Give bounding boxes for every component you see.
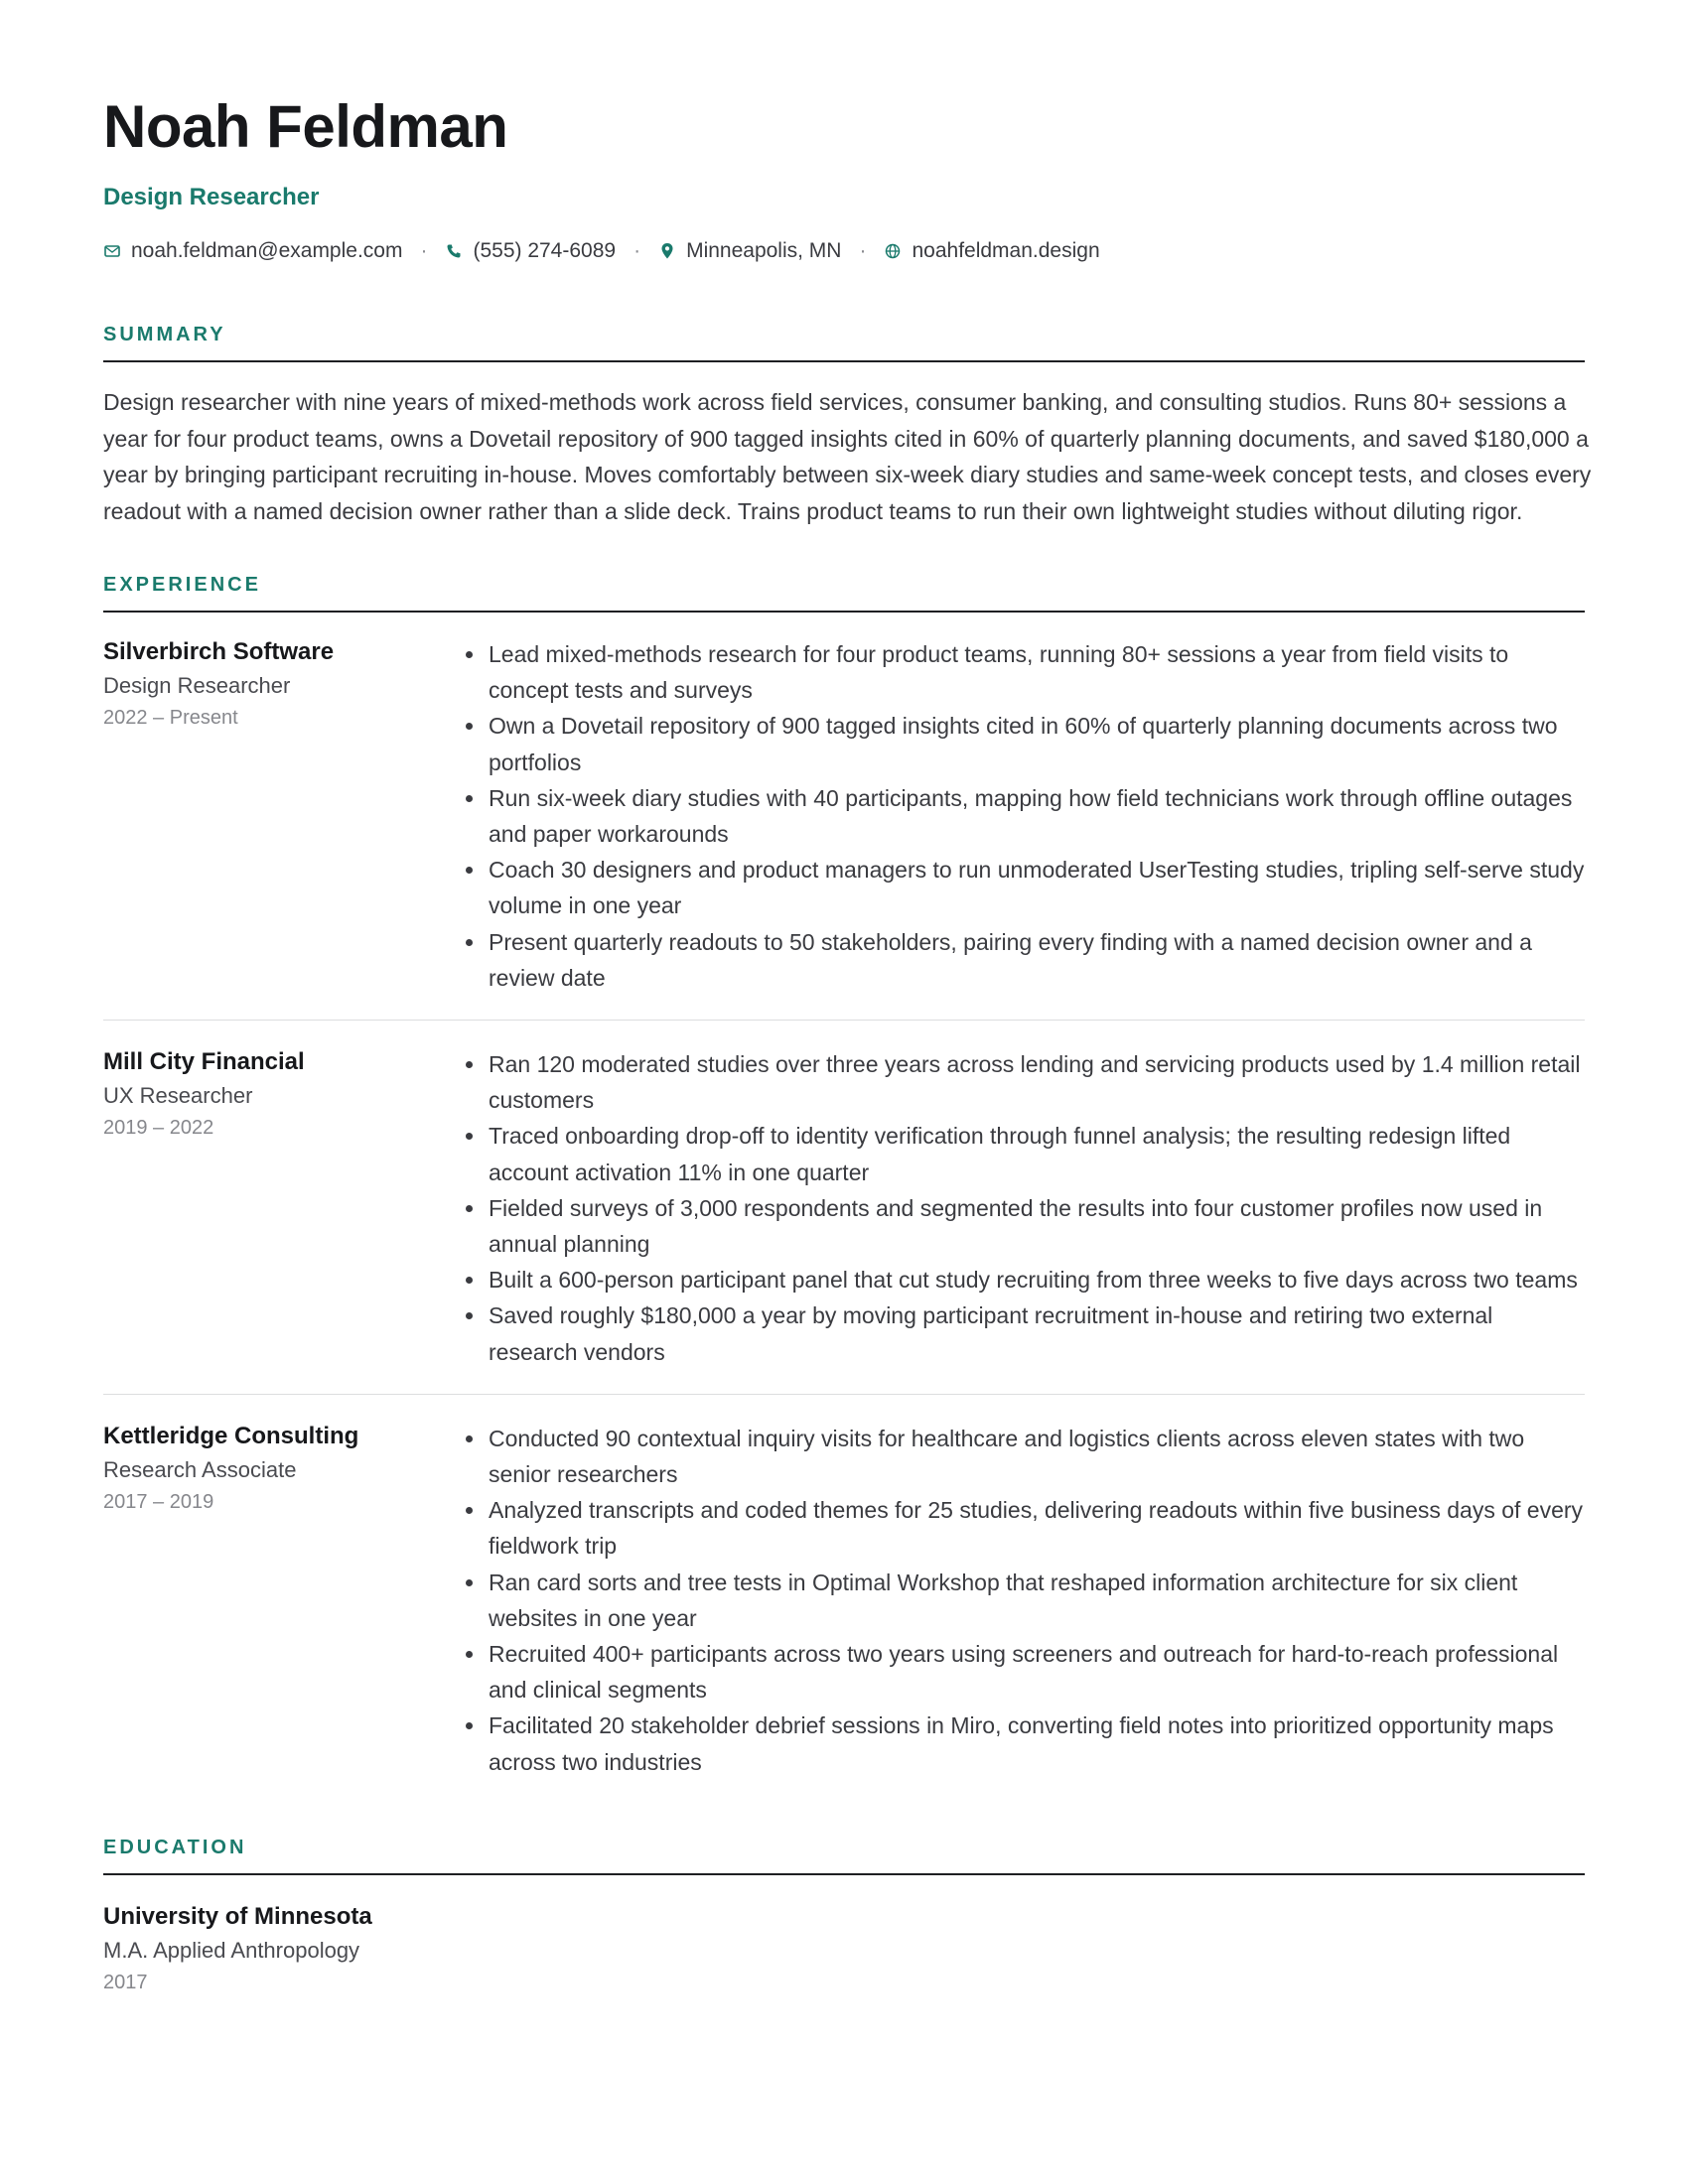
summary-text: Design researcher with nine years of mixed-methods work across field services, consumer banking, and consulting studios. Runs 80+ sessions a year for four product teams, owns a Dovetail repository of 900 tagged insights cited in 60% of quarterly planning documents, and saved $180,000 a year by bringing participant recruiting in-house. Moves comfortably between six-week diary studies and same-week concept tests, and closes every readout with a named decision owner rather than a slide deck. Trains product teams to run their own lightweight studies without diluting rigor.: [103, 389, 1592, 524]
candidate-name: Noah Feldman: [103, 93, 508, 160]
job-bullet: • Fielded surveys of 3,000 respondents and segmented the results into four customer profiles now used in annual planning: [487, 1190, 1585, 1262]
contact-location: [658, 237, 841, 265]
education-heading: EDUCATION: [103, 1836, 247, 1858]
job-role: UX Researcher: [103, 1083, 253, 1109]
job-company: Kettleridge Consulting: [103, 1422, 359, 1449]
candidate-title: Design Researcher: [103, 184, 320, 210]
experience-heading: EXPERIENCE: [103, 574, 261, 596]
contact-email-text: noah.feldman@example.com: [131, 239, 403, 262]
job-entry: [103, 1020, 1585, 1394]
job-bullet: • Built a 600-person participant panel that cut study recruiting from three weeks to five days across two teams: [487, 1262, 1585, 1297]
job-bullet: • Lead mixed-methods research for four product teams, running 80+ sessions a year from field visits to concept tests and surveys: [487, 636, 1585, 708]
education-school: University of Minnesota: [103, 1902, 372, 1930]
contact-email[interactable]: [103, 237, 402, 265]
job-bullet: • Recruited 400+ participants across two years using screeners and outreach for hard-to-reach professional and clinical segments: [487, 1636, 1585, 1707]
job-company: Mill City Financial: [103, 1048, 305, 1076]
job-bullet: • Ran card sorts and tree tests in Optimal Workshop that reshaped information architecture for six client websites in one year: [487, 1565, 1585, 1636]
job-dates: 2022 – Present: [103, 707, 238, 729]
job-bullet: • Present quarterly readouts to 50 stakeholders, pairing every finding with a named decision owner and a review date: [487, 924, 1585, 996]
education-year: 2017: [103, 1971, 148, 1993]
globe-icon: [884, 242, 902, 260]
job-meta: [103, 636, 441, 996]
contact-separator: ·: [420, 239, 428, 262]
education-degree: M.A. Applied Anthropology: [103, 1937, 360, 1963]
contact-phone-text: (555) 274-6089: [473, 239, 617, 262]
contact-website-text: noahfeldman.design: [912, 239, 1100, 262]
phone-icon: [445, 242, 463, 260]
job-bullet: • Coach 30 designers and product managers to run unmoderated UserTesting studies, tripling self-serve study volume in one year: [487, 852, 1585, 923]
mail-icon: [103, 242, 121, 260]
job-bullet: • Own a Dovetail repository of 900 tagged insights cited in 60% of quarterly planning documents across two portfolios: [487, 708, 1585, 779]
job-entry: [103, 1394, 1585, 1804]
job-company: Silverbirch Software: [103, 638, 335, 665]
job-bullet: • Saved roughly $180,000 a year by moving participant recruitment in-house and retiring two external research vendors: [487, 1297, 1585, 1369]
contact-location-text: Minneapolis, MN: [686, 239, 842, 262]
job-entry: [103, 613, 1585, 1020]
job-bullets: [441, 1046, 1585, 1370]
contact-separator: ·: [859, 239, 867, 262]
job-bullet: • Run six-week diary studies with 40 participants, mapping how field technicians work through offline outages and paper workarounds: [487, 780, 1585, 852]
job-bullet: • Conducted 90 contextual inquiry visits for healthcare and logistics clients across eleven states with two senior researchers: [487, 1421, 1585, 1492]
section-divider: [103, 360, 1585, 362]
job-bullets: [441, 1421, 1585, 1780]
contact-separator: ·: [633, 239, 641, 262]
job-dates: 2019 – 2022: [103, 1117, 214, 1140]
contact-website[interactable]: [884, 237, 1099, 265]
contact-bar: [103, 237, 1585, 265]
job-bullet: • Traced onboarding drop-off to identity verification through funnel analysis; the resulting redesign lifted account activation 11% in one quarter: [487, 1118, 1585, 1189]
job-role: Design Researcher: [103, 673, 291, 698]
contact-phone[interactable]: [445, 237, 616, 265]
job-bullets: [441, 636, 1585, 996]
job-bullet: • Facilitated 20 stakeholder debrief sessions in Miro, converting field notes into prioritized opportunity maps across two industries: [487, 1707, 1585, 1779]
education-entry: [103, 1875, 1585, 1996]
summary-heading: SUMMARY: [103, 324, 226, 345]
map-pin-icon: [658, 242, 676, 260]
job-bullet: • Ran 120 moderated studies over three years across lending and servicing products used by 1.4 million retail customers: [487, 1046, 1585, 1118]
job-meta: [103, 1421, 441, 1780]
job-dates: 2017 – 2019: [103, 1490, 214, 1513]
job-role: Research Associate: [103, 1456, 297, 1482]
job-bullet: • Analyzed transcripts and coded themes for 25 studies, delivering readouts within five business days of every fieldwork trip: [487, 1492, 1585, 1564]
job-meta: [103, 1046, 441, 1370]
